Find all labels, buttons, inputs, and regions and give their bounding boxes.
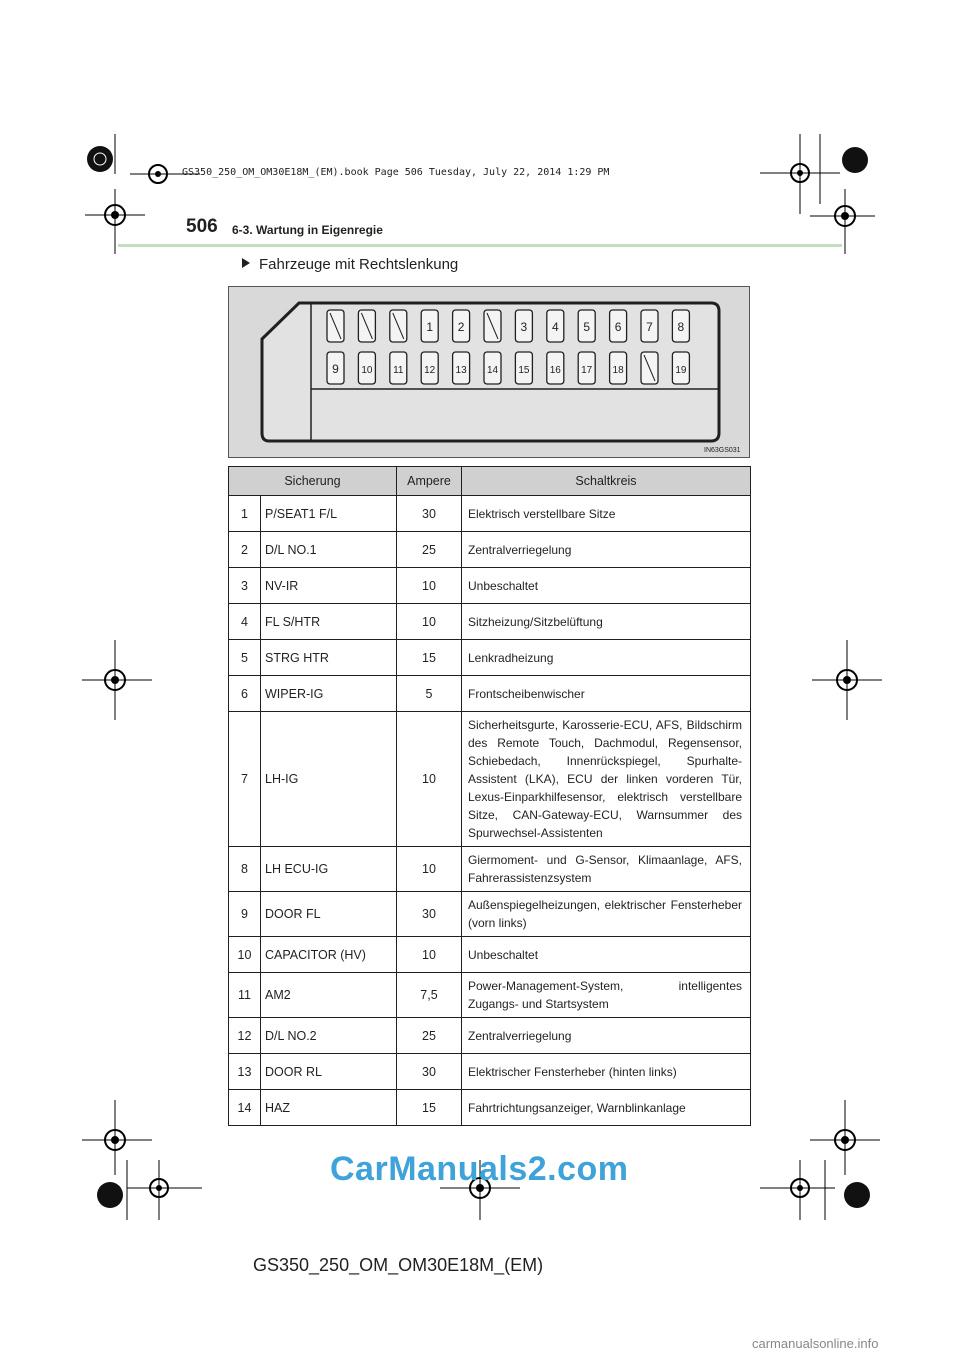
fuse-circuit: Sicherheitsgurte, Karosserie-ECU, AFS, Bildschirm des Remote Touch, Dachmodul, Regensensor, Schiebedach, Innenrückspiegel, Spurhalte-Assistent (LKA), ECU der linken vorderen Tür, Lexus-Einparkhilfesensor, elektrisch verstellbare Sitze, CAN-Gateway-ECU, Warnsummer des Spurwechsel-Assistenten (462, 712, 751, 847)
fuse-name: DOOR FL (261, 892, 397, 937)
table-row (229, 532, 751, 568)
fuse-ampere: 10 (397, 568, 462, 604)
fuse-box-diagram (228, 286, 750, 458)
fuse-box-drawing (229, 287, 749, 457)
fuse-slot-label: 4 (551, 320, 559, 334)
fuse-ampere: 10 (397, 604, 462, 640)
fuse-name: LH-IG (261, 712, 397, 847)
fuse-circuit: Zentralverriegelung (462, 532, 751, 568)
table-row (229, 892, 751, 937)
fuse-ampere: 7,5 (397, 973, 462, 1018)
fuse-ampere: 10 (397, 712, 462, 847)
fuse-number: 12 (229, 1018, 261, 1054)
fuse-number: 3 (229, 568, 261, 604)
fuse-number: 9 (229, 892, 261, 937)
fuse-slot-label: 2 (457, 320, 465, 334)
fuse-name: D/L NO.1 (261, 532, 397, 568)
fuse-slot-label: 8 (677, 320, 685, 334)
table-row (229, 1054, 751, 1090)
table-row (229, 1090, 751, 1126)
fuse-name: HAZ (261, 1090, 397, 1126)
fuse-circuit: Sitzheizung/Sitzbelüftung (462, 604, 751, 640)
fuse-slot-label: 14 (486, 365, 499, 376)
registration-mark-top-left (85, 134, 145, 254)
table-row (229, 712, 751, 847)
fuse-number: 13 (229, 1054, 261, 1090)
file-header: GS350_250_OM_OM30E18M_(EM).book Page 506 Tuesday, July 22, 2014 1:29 PM (182, 167, 610, 178)
fuse-slot-label: 12 (424, 365, 436, 376)
fuse-name: STRG HTR (261, 640, 397, 676)
fuse-number: 7 (229, 712, 261, 847)
header-circuit: Schaltkreis (462, 467, 751, 496)
fuse-name: CAPACITOR (HV) (261, 937, 397, 973)
fuse-name: DOOR RL (261, 1054, 397, 1090)
fuse-slot-label: 7 (646, 320, 653, 334)
fuse-slot-label: 18 (612, 365, 624, 376)
fuse-slot-label: 5 (583, 320, 591, 334)
fuse-name: P/SEAT1 F/L (261, 496, 397, 532)
fuse-ampere: 25 (397, 1018, 462, 1054)
fuse-ampere: 30 (397, 1054, 462, 1090)
fuse-circuit: Elektrisch verstellbare Sitze (462, 496, 751, 532)
fuse-number: 2 (229, 532, 261, 568)
fuse-slot-label: 19 (675, 365, 687, 376)
table-row (229, 568, 751, 604)
header-rule (118, 244, 842, 247)
subtitle-text: Fahrzeuge mit Rechtslenkung (259, 256, 459, 273)
fuse-number: 5 (229, 640, 261, 676)
fuse-number: 4 (229, 604, 261, 640)
table-row (229, 496, 751, 532)
fuse-circuit: Fahrtrichtungsanzeiger, Warnblinkanlage (462, 1090, 751, 1126)
fuse-slot-label: 9 (332, 362, 339, 376)
fuse-number: 8 (229, 847, 261, 892)
fuse-slot-label: 11 (393, 365, 404, 376)
fuse-ampere: 25 (397, 532, 462, 568)
table-row (229, 937, 751, 973)
page-number: 506 (186, 216, 218, 237)
section-title: 6-3. Wartung in Eigenregie (232, 223, 383, 237)
header-fuse: Sicherung (229, 467, 397, 496)
table-row (229, 604, 751, 640)
fuse-slot-label: 13 (455, 365, 467, 376)
fuse-number: 14 (229, 1090, 261, 1126)
fuse-table (228, 466, 751, 1126)
fuse-circuit: Elektrischer Fensterheber (hinten links) (462, 1054, 751, 1090)
fuse-slot-label: 10 (361, 365, 373, 376)
fuse-slot-label: 1 (426, 320, 434, 334)
fuse-ampere: 5 (397, 676, 462, 712)
registration-mark-bottom-left (82, 1100, 202, 1220)
fuse-ampere: 30 (397, 496, 462, 532)
fuse-name: WIPER-IG (261, 676, 397, 712)
fuse-slot-label: 15 (518, 365, 530, 376)
fuse-slot-label: 17 (581, 365, 593, 376)
fuse-circuit: Lenkradheizung (462, 640, 751, 676)
registration-mark-bottom-right (760, 1100, 880, 1220)
fuse-number: 11 (229, 973, 261, 1018)
triangle-bullet-icon (242, 258, 250, 268)
table-row (229, 973, 751, 1018)
fuse-number: 10 (229, 937, 261, 973)
fuse-name: FL S/HTR (261, 604, 397, 640)
fuse-circuit: Frontscheibenwischer (462, 676, 751, 712)
fuse-ampere: 10 (397, 847, 462, 892)
fuse-number: 6 (229, 676, 261, 712)
table-row (229, 1018, 751, 1054)
diagram-code: IN63GS031 (704, 447, 741, 454)
fuse-ampere: 15 (397, 640, 462, 676)
fuse-circuit: Außenspiegelheizungen, elektrischer Fensterheber (vorn links) (462, 892, 751, 937)
fuse-name: LH ECU-IG (261, 847, 397, 892)
fuse-slot-label: 6 (614, 320, 622, 334)
fuse-name: D/L NO.2 (261, 1018, 397, 1054)
registration-mark-mid-left (82, 640, 152, 720)
fuse-circuit: Giermoment- und G-Sensor, Klimaanlage, AFS, Fahrerassistenzsystem (462, 847, 751, 892)
registration-mark-mid-right (812, 640, 882, 720)
fuse-circuit: Zentralverriegelung (462, 1018, 751, 1054)
fuse-ampere: 10 (397, 937, 462, 973)
watermark: CarManuals2.com (330, 1150, 629, 1188)
fuse-number: 1 (229, 496, 261, 532)
fuse-circuit: Unbeschaltet (462, 937, 751, 973)
fuse-slot-label: 16 (549, 365, 561, 376)
fuse-slot-label: 3 (520, 320, 528, 334)
fuse-ampere: 30 (397, 892, 462, 937)
table-row (229, 847, 751, 892)
table-header-row (229, 467, 751, 496)
fuse-circuit: Power-Management-System, intelligentes Zugangs- und Startsystem (462, 973, 751, 1018)
fuse-circuit: Unbeschaltet (462, 568, 751, 604)
footer-site: carmanualsonline.info (752, 1336, 879, 1351)
footer-code: GS350_250_OM_OM30E18M_(EM) (253, 1255, 544, 1275)
table-row (229, 676, 751, 712)
table-row (229, 640, 751, 676)
subtitle (242, 256, 458, 273)
header-ampere: Ampere (397, 467, 462, 496)
registration-mark-top-right (760, 134, 875, 254)
fuse-name: NV-IR (261, 568, 397, 604)
fuse-ampere: 15 (397, 1090, 462, 1126)
fuse-name: AM2 (261, 973, 397, 1018)
